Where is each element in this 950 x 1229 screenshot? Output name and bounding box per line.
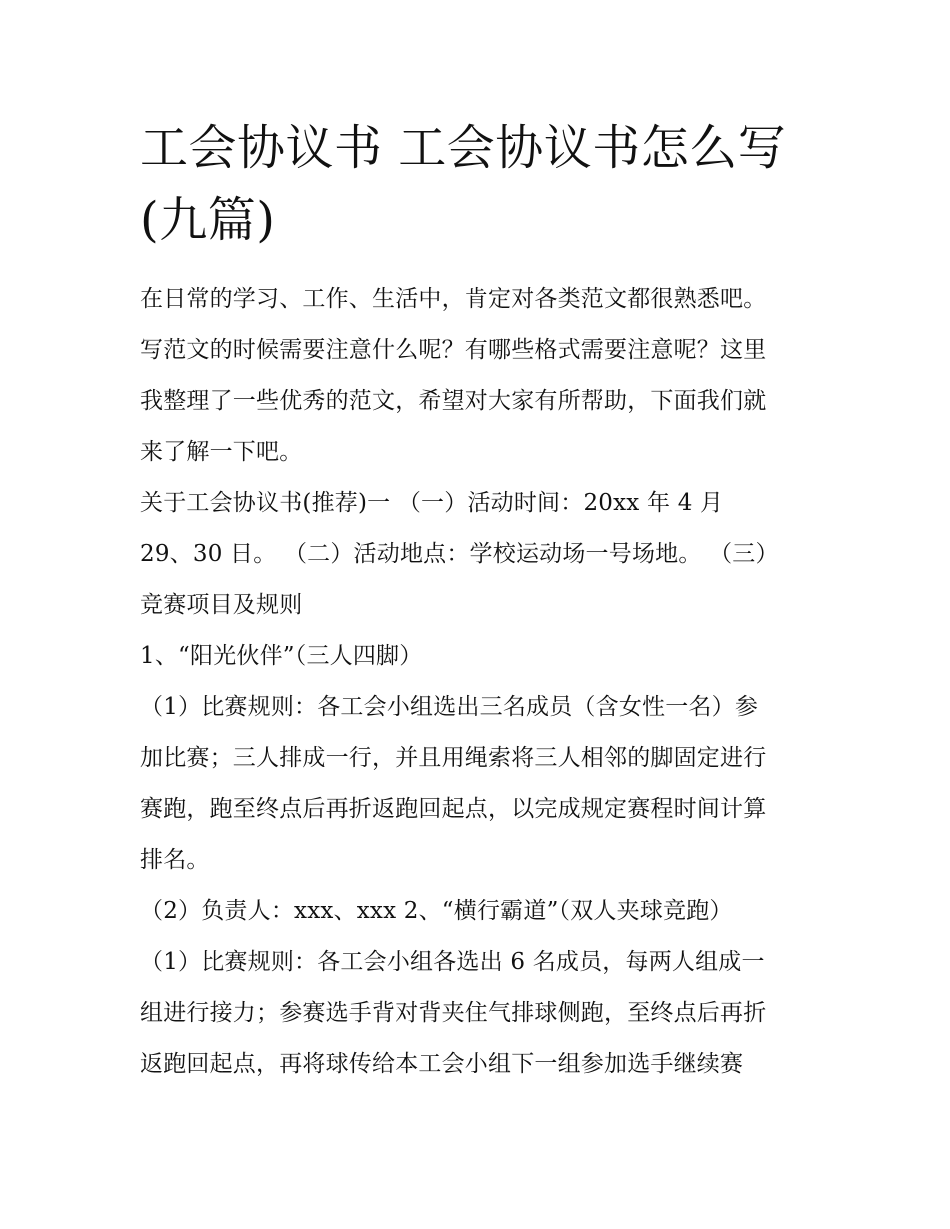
item1-heading bbox=[140, 631, 820, 682]
item1-heading-text: 1、“阳光伙伴”（三人四脚） bbox=[140, 643, 423, 669]
item2-rule-line-3: 返跑回起点，再将球传给本工会小组下一组参加选手继续赛 bbox=[140, 1051, 744, 1077]
item1-person-paragraph bbox=[140, 886, 820, 937]
item2-rule-paragraph bbox=[140, 937, 820, 1090]
item2-rule-line-1: （1）比赛规则：各工会小组各选出 6 名成员，每两人组成一 bbox=[140, 949, 765, 975]
intro-line-2: 写范文的时候需要注意什么呢？有哪些格式需要注意呢？这里 bbox=[140, 337, 767, 363]
intro-line-3: 我整理了一些优秀的范文，希望对大家有所帮助，下面我们就 bbox=[140, 388, 767, 414]
item1-rule-line-4: 排名。 bbox=[140, 847, 210, 873]
item1-rule-paragraph bbox=[140, 682, 820, 886]
title-line-1: 工会协议书 工会协议书怎么写 bbox=[140, 120, 787, 176]
document-page bbox=[140, 112, 820, 1090]
section-line-2: 29、30 日。 （二）活动地点：学校运动场一号场地。 （三） bbox=[140, 541, 779, 567]
item1-rule-line-2: 加比赛；三人排成一行，并且用绳索将三人相邻的脚固定进行 bbox=[140, 745, 767, 771]
intro-line-4: 来了解一下吧。 bbox=[140, 439, 303, 465]
document-title bbox=[140, 112, 820, 256]
item1-person-line: （2）负责人：xxx、xxx 2、“横行霸道”（双人夹球竞跑） bbox=[140, 898, 733, 924]
section-paragraph bbox=[140, 478, 820, 631]
intro-line-1: 在日常的学习、工作、生活中，肯定对各类范文都很熟悉吧。 bbox=[140, 286, 767, 312]
section-line-3: 竞赛项目及规则 bbox=[140, 592, 303, 618]
section-line-1: 关于工会协议书(推荐)一 （一）活动时间：20xx 年 4 月 bbox=[140, 490, 724, 516]
item1-rule-line-1: （1）比赛规则：各工会小组选出三名成员（含女性一名）参 bbox=[140, 694, 759, 720]
item1-rule-line-3: 赛跑，跑至终点后再折返跑回起点，以完成规定赛程时间计算 bbox=[140, 796, 767, 822]
intro-paragraph bbox=[140, 274, 820, 478]
item2-rule-line-2: 组进行接力；参赛选手背对背夹住气排球侧跑，至终点后再折 bbox=[140, 1000, 767, 1026]
title-line-2: (九篇) bbox=[140, 192, 276, 248]
